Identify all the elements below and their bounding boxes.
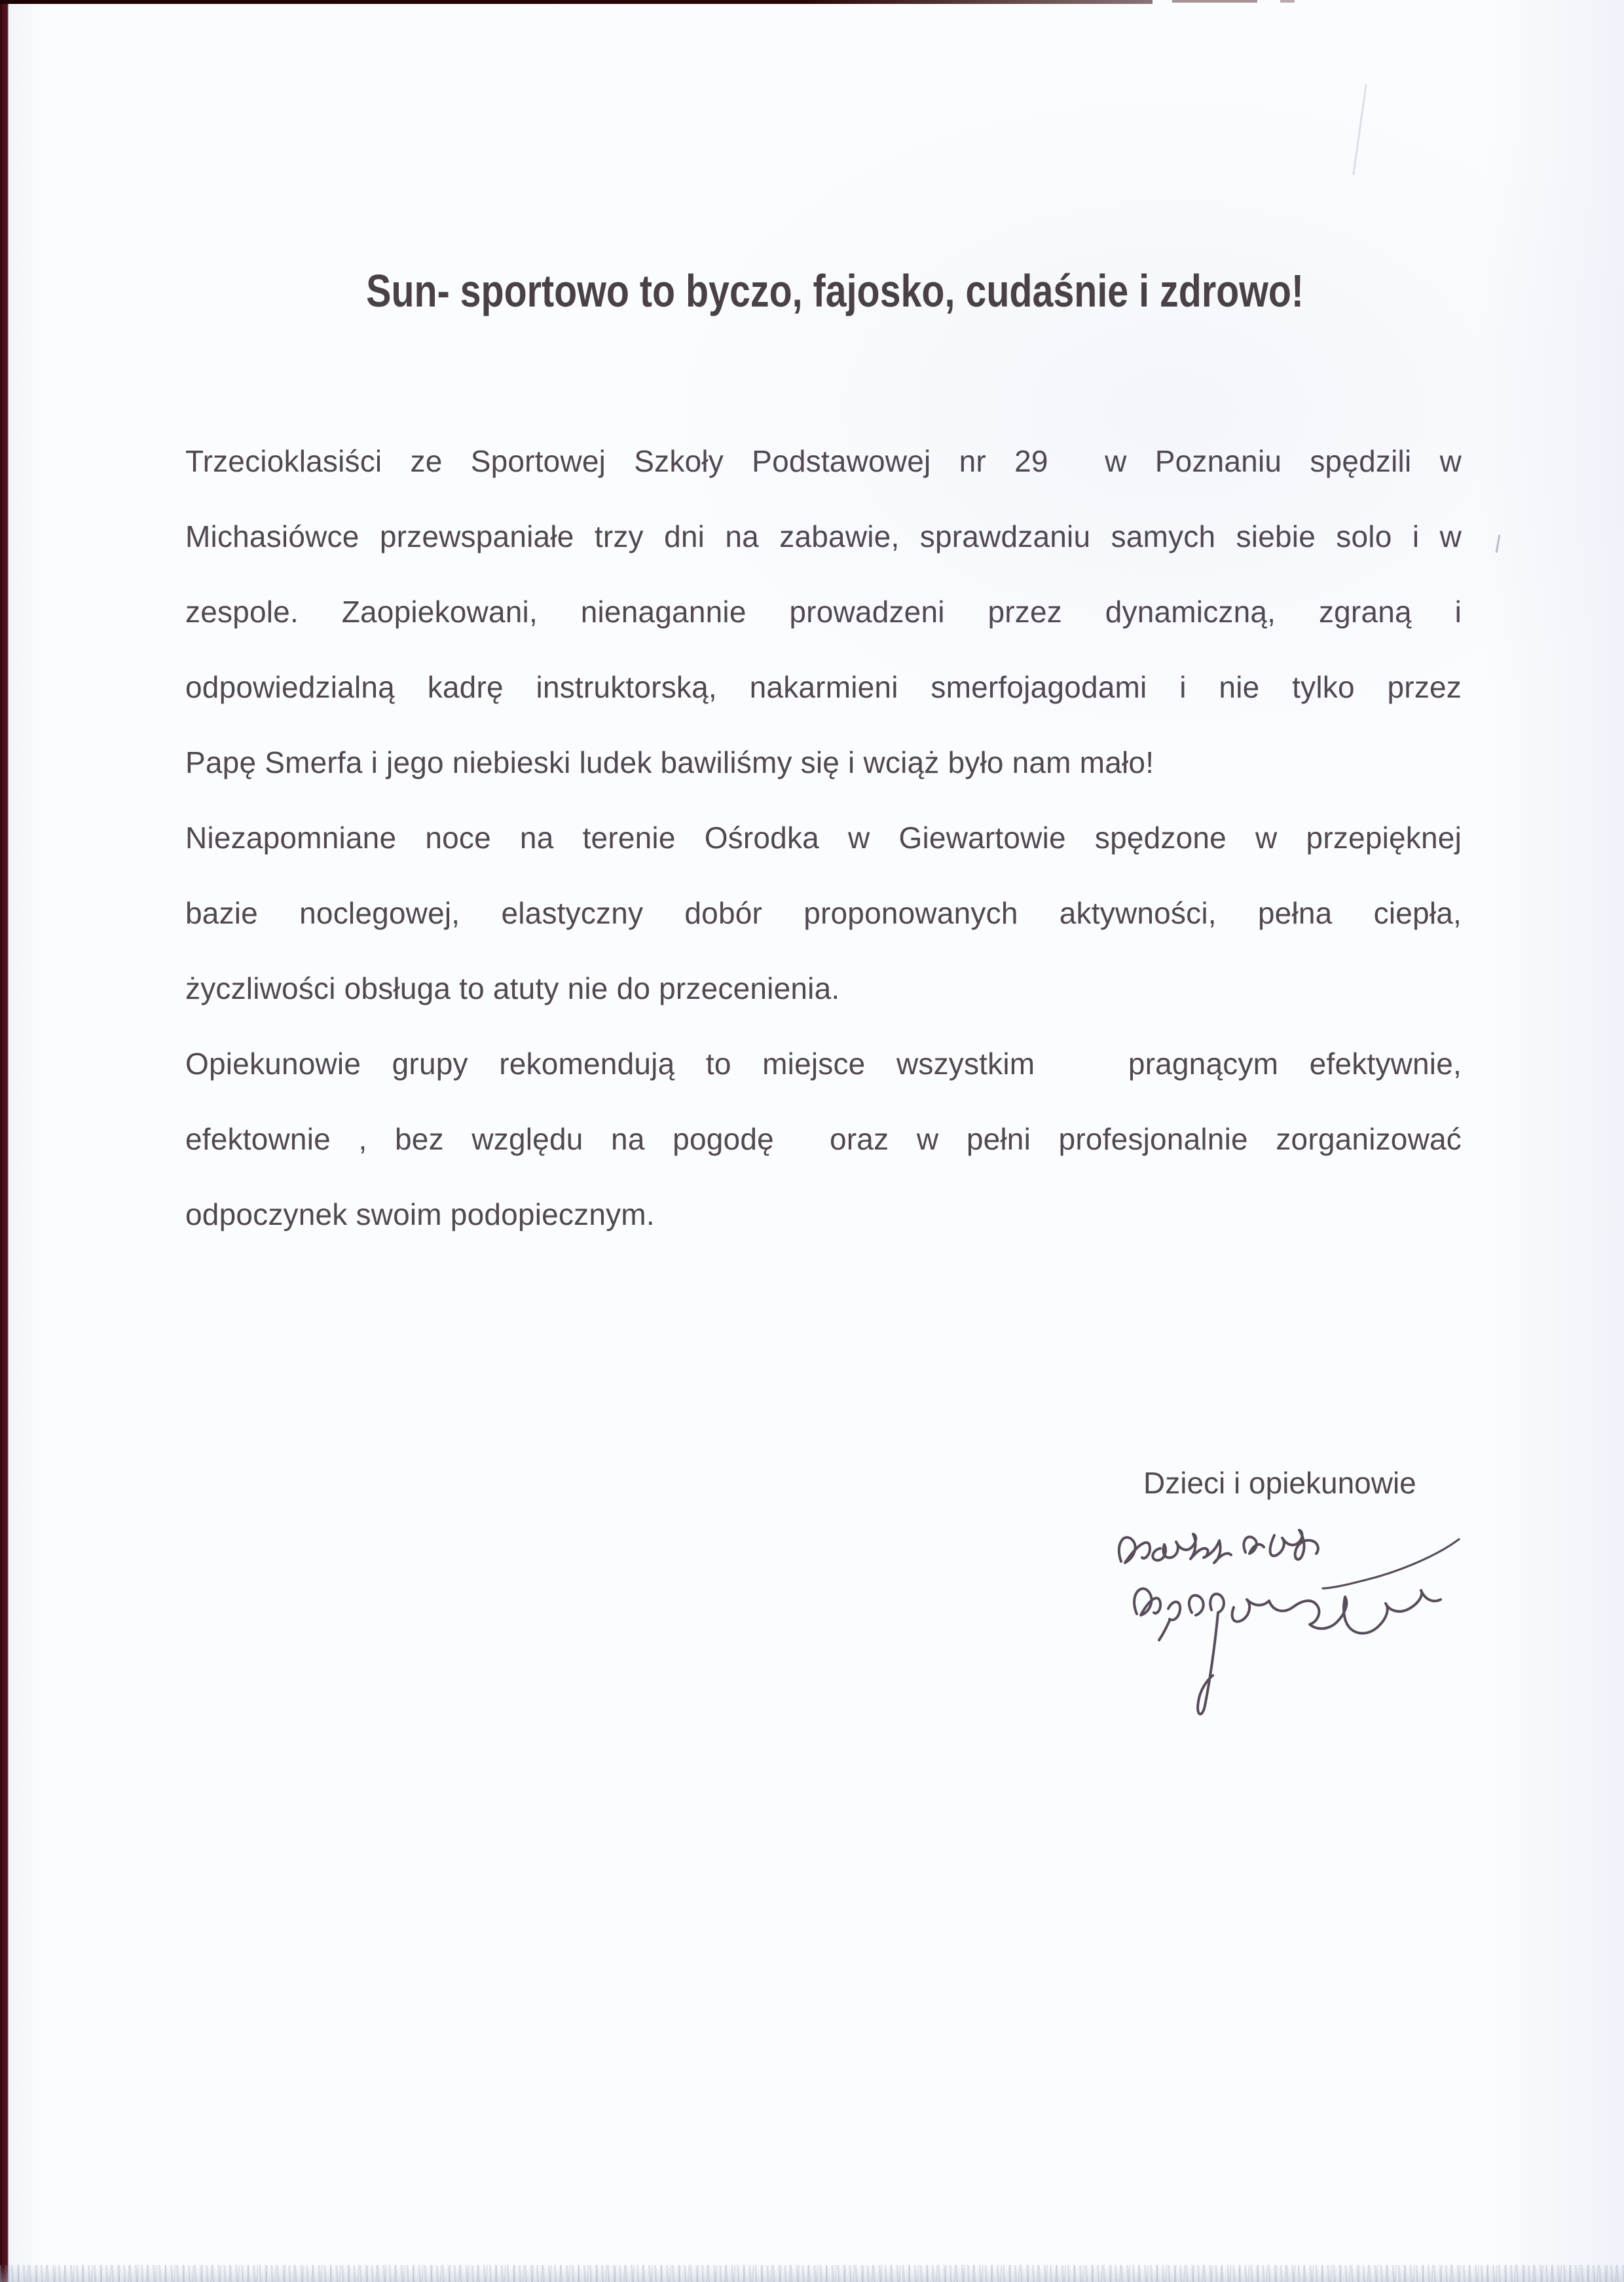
scan-edge-top [0, 0, 1153, 4]
text-line: zespole. Zaopiekowani, nienagannie prowadzeni przez dynamiczną, zgraną i [185, 595, 1462, 629]
handwritten-signature [1080, 1514, 1500, 1744]
scan-scratch [1352, 84, 1367, 175]
closing-label: Dzieci i opiekunowie [1143, 1466, 1416, 1500]
title-row [0, 265, 1624, 330]
scan-speck [1496, 534, 1501, 553]
text-line: Trzecioklasiści ze Sportowej Szkoły Podstawowej nr 29 w Poznaniu spędzili w [185, 444, 1462, 478]
text-line: Niezapomniane noce na terenie Ośrodka w Giewartowie spędzone w przepięknej [185, 821, 1462, 855]
text-line: bazie noclegowej, elastyczny dobór proponowanych aktywności, pełna ciepła, [185, 896, 1462, 930]
page-title: Sun- sportowo to byczo, fajosko, cudaśnie i zdrowo! [366, 265, 1304, 316]
text-line: życzliwości obsługa to atuty nie do przecenienia. [185, 971, 840, 1005]
text-line: Michasiówce przewspaniałe trzy dni na zabawie, sprawdzaniu samych siebie solo i w [185, 519, 1462, 553]
scan-edge-top-dash [1172, 0, 1257, 3]
text-line: efektownie , bez względu na pogodę oraz w pełni profesjonalnie zorganizować [185, 1122, 1462, 1156]
text-line: odpoczynek swoim podopiecznym. [185, 1197, 655, 1231]
letter-body [185, 424, 1462, 1252]
scan-edge-bottom-noise [0, 2265, 1624, 2282]
scan-edge-left [0, 0, 9, 2282]
text-line: Opiekunowie grupy rekomendują to miejsce wszystkim pragnącym efektywnie, [185, 1047, 1462, 1081]
scan-edge-top-dash [1280, 0, 1295, 3]
text-line: odpowiedzialną kadrę instruktorską, nakarmieni smerfojagodami i nie tylko przez [185, 670, 1462, 704]
text-line: Papę Smerfa i jego niebieski ludek bawiliśmy się i wciąż było nam mało! [185, 745, 1154, 779]
